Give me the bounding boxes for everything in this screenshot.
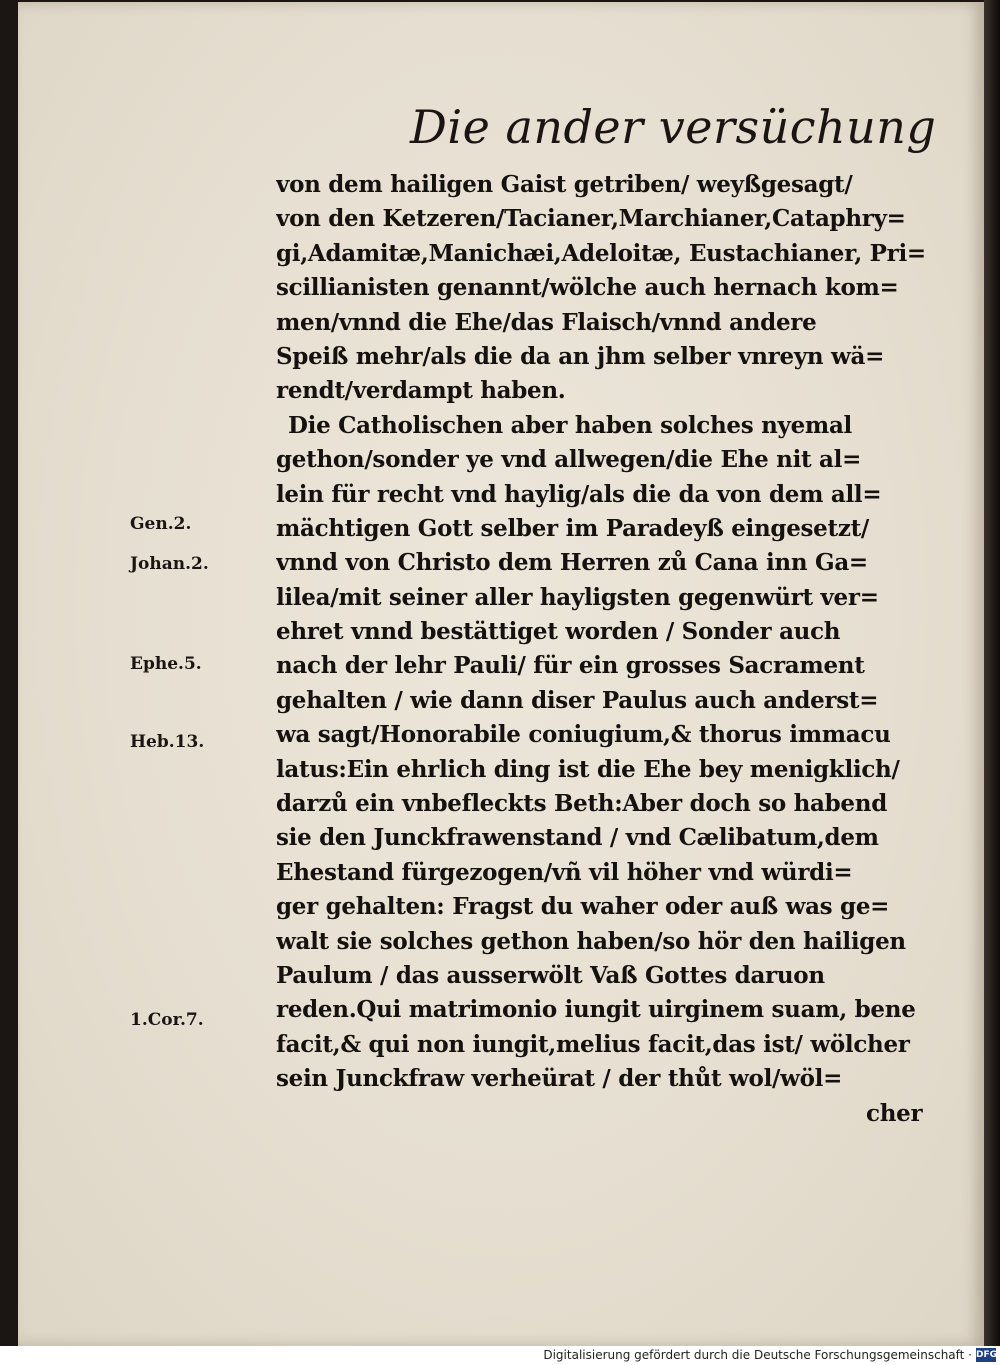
margin-note-ephe: Ephe.5. [130, 654, 202, 674]
margin-note-gen: Gen.2. [130, 514, 192, 534]
text-line: scillianisten genannt/wölche auch hernach kom= [276, 274, 899, 302]
text-line: cher [866, 1099, 923, 1127]
text-line: ger gehalten: Fragst du waher oder auß was ge= [276, 893, 890, 921]
text-line: sie den Junckfrawenstand / vnd Cælibatum,dem [276, 824, 879, 852]
book-page [18, 2, 988, 1346]
margin-note-cor: 1.Cor.7. [130, 1010, 204, 1030]
text-line: gethon/sonder ye vnd allwegen/die Ehe nit al= [276, 446, 862, 474]
footer-credit: Digitalisierung gefördert durch die Deutsche Forschungsgemeinschaft · [543, 1348, 972, 1362]
text-line: darzů ein vnbefleckts Beth:Aber doch so habend [276, 790, 887, 818]
text-line: von den Ketzeren/Tacianer,Marchianer,Cataphry= [276, 205, 906, 233]
dfg-logo: DFG [976, 1350, 998, 1360]
margin-note-johan: Johan.2. [130, 554, 209, 574]
running-head: Die ander versüchung [410, 100, 937, 154]
text-line: reden.Qui matrimonio iungit uirginem suam, bene [276, 996, 916, 1024]
body-text [276, 168, 936, 1131]
text-line: walt sie solches gethon haben/so hör den hailigen [276, 927, 906, 955]
text-line: Ehestand fürgezogen/vñ vil höher vnd würdi= [276, 858, 853, 886]
text-line: gehalten / wie dann diser Paulus auch anderst= [276, 686, 879, 714]
text-line: lilea/mit seiner aller hayligsten gegenwürt ver= [276, 583, 879, 611]
text-line: rendt/verdampt haben. [276, 377, 566, 405]
text-line: latus:Ein ehrlich ding ist die Ehe bey menigklich/ [276, 755, 900, 783]
footer-bar [0, 1346, 1000, 1365]
margin-note-heb: Heb.13. [130, 732, 205, 752]
text-line: gi,Adamitæ,Manichæi,Adeloitæ, Eustachianer, Pri= [276, 239, 926, 267]
text-line: von dem hailigen Gaist getriben/ weyßgesagt/ [276, 171, 853, 198]
text-line: facit,& qui non iungit,melius facit,das ist/ wölcher [276, 1030, 910, 1058]
text-line: Paulum / das ausserwölt Vaß Gottes daruon [276, 961, 825, 989]
text-line: Speiß mehr/als die da an jhm selber vnreyn wä= [276, 342, 885, 370]
text-line: men/vnnd die Ehe/das Flaisch/vnnd andere [276, 308, 817, 336]
text-line: lein für recht vnd haylig/als die da von dem all= [276, 480, 882, 508]
text-line: Die Catholischen aber haben solches nyemal [288, 411, 852, 439]
text-line: wa sagt/Honorabile coniugium,& thorus immacu [276, 721, 891, 749]
text-line: nach der lehr Pauli/ für ein grosses Sacrament [276, 652, 865, 680]
page-edge [984, 0, 1000, 1346]
text-line: mächtigen Gott selber im Paradeyß eingesetzt/ [276, 514, 870, 542]
text-line: ehret vnnd bestättiget worden / Sonder auch [276, 618, 841, 646]
text-line: vnnd von Christo dem Herren zů Cana inn Ga= [276, 549, 868, 577]
text-line: sein Junckfraw verheürat / der thůt wol/wöl= [276, 1065, 843, 1093]
